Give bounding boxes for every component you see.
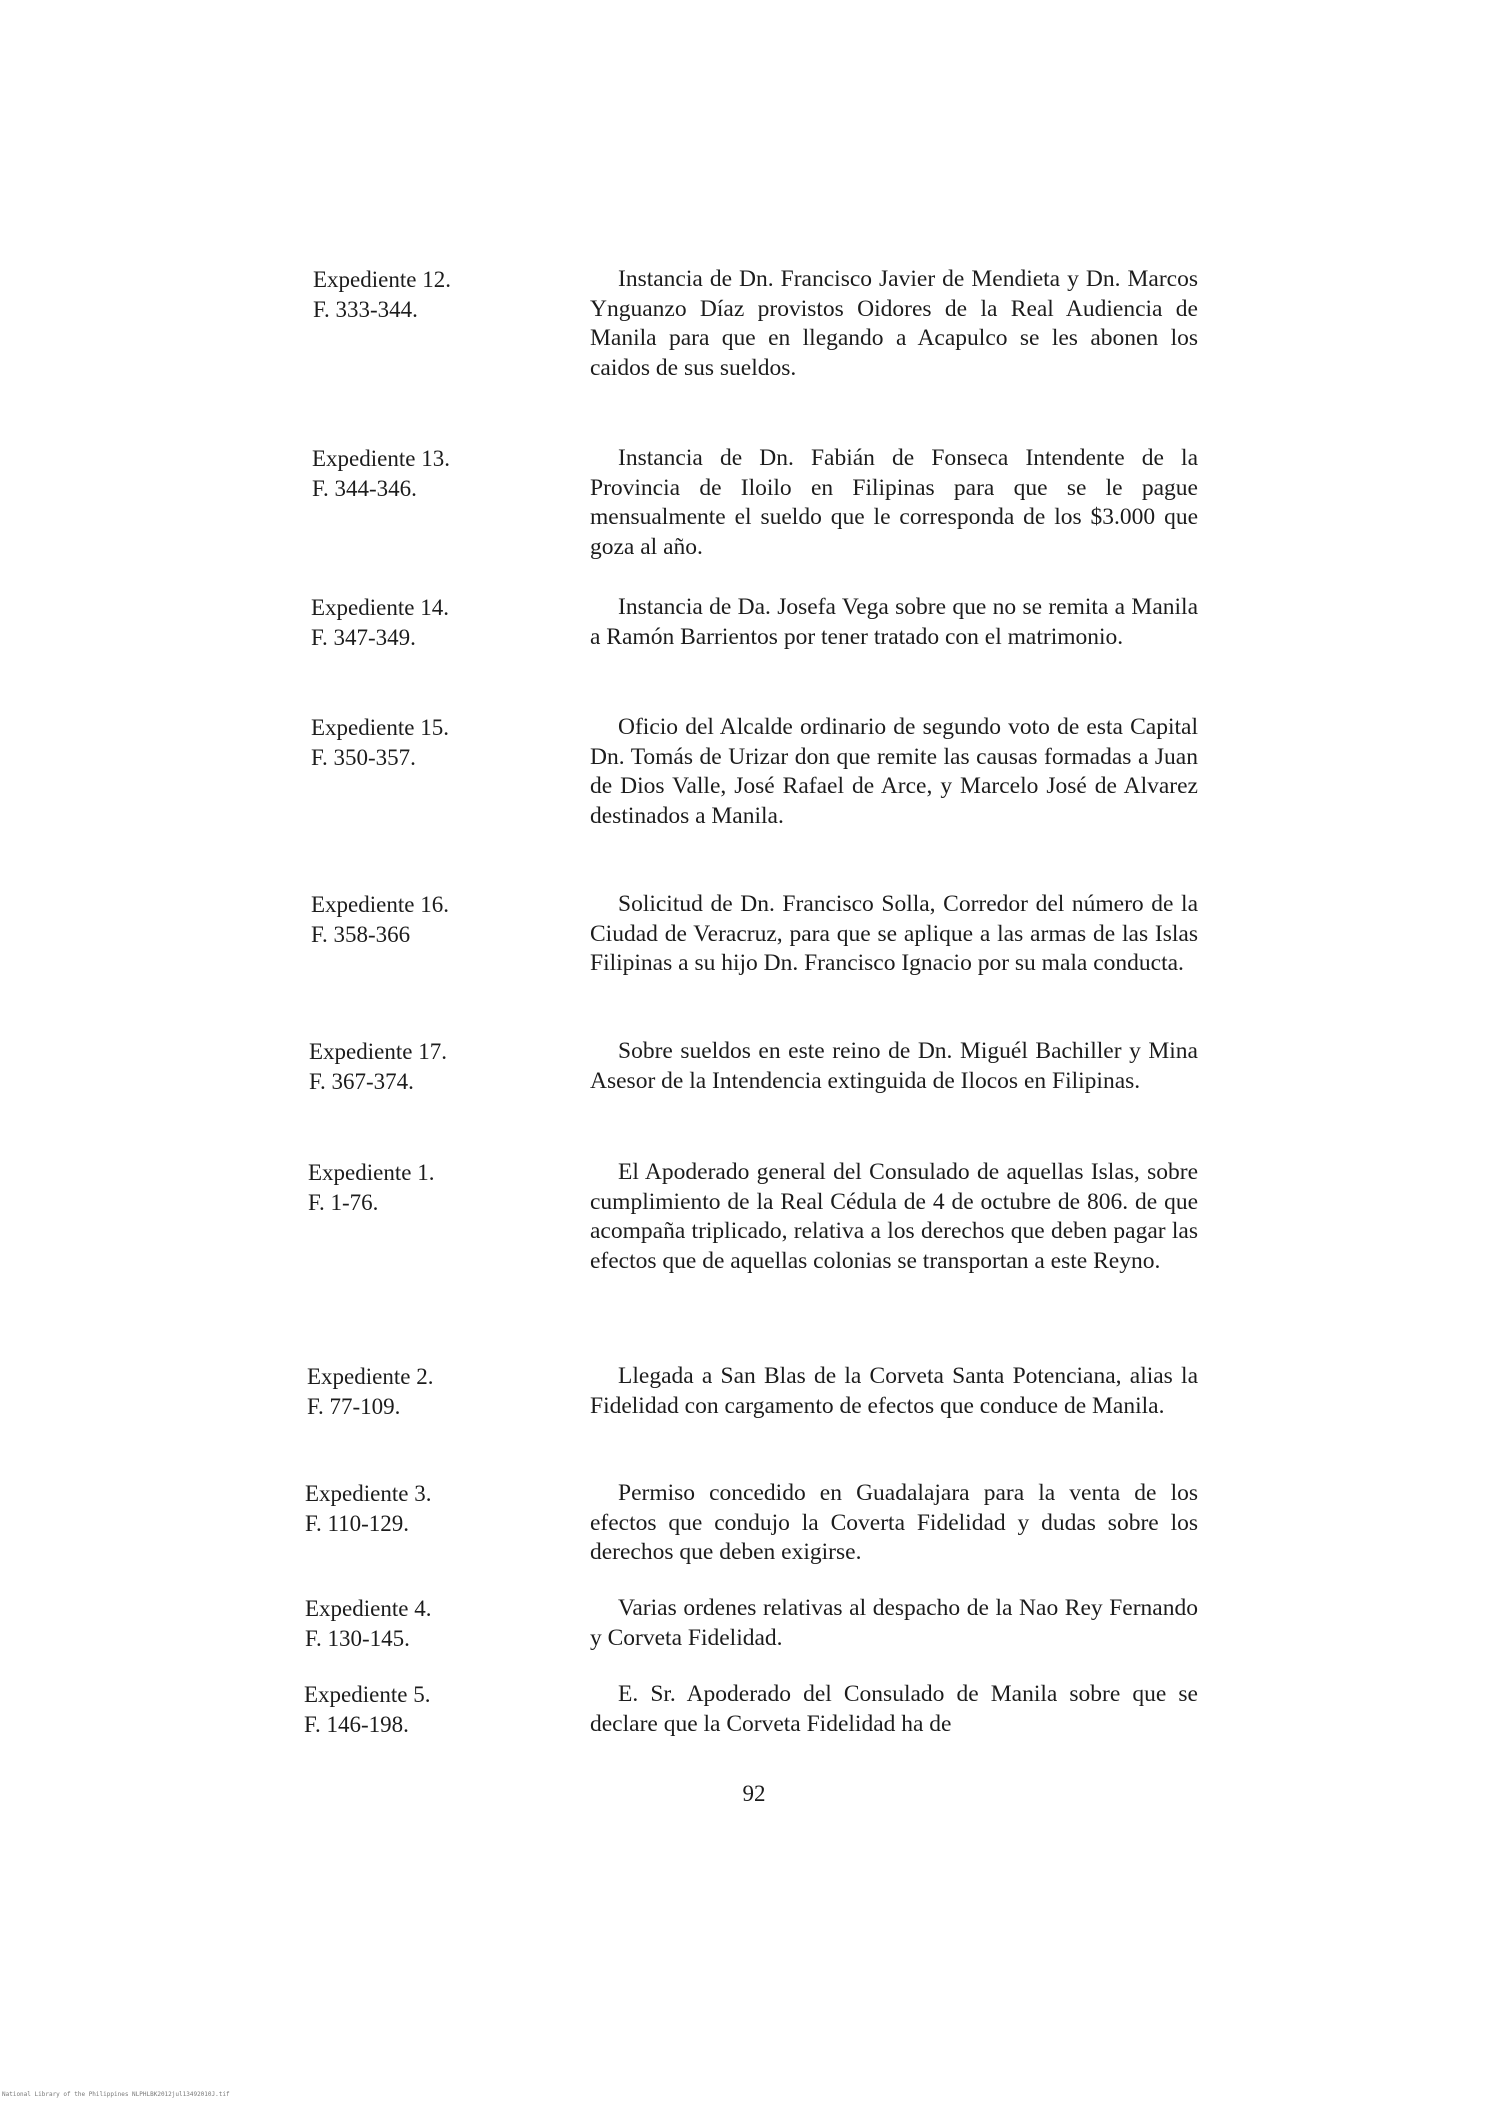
expediente-number: Expediente 12. xyxy=(313,267,451,292)
folio-range: F. 347-349. xyxy=(311,625,416,650)
expediente-number: Expediente 5. xyxy=(304,1682,431,1707)
folio-range: F. 333-344. xyxy=(313,297,418,322)
expediente-reference xyxy=(309,1037,509,1097)
expediente-reference xyxy=(305,1479,505,1539)
expediente-reference xyxy=(311,713,511,773)
folio-range: F. 110-129. xyxy=(305,1511,410,1536)
expediente-number: Expediente 2. xyxy=(307,1364,434,1389)
expediente-reference xyxy=(308,1158,508,1218)
folio-range: F. 350-357. xyxy=(311,745,416,770)
expediente-number: Expediente 1. xyxy=(308,1160,435,1185)
expediente-reference xyxy=(304,1680,504,1740)
expediente-description: Instancia de Dn. Fabián de Fonseca Intendente de la Provincia de Iloilo en Filipinas para que se le pague mensualmente el sueldo que le corresponda de los $3.000 que goza al año. xyxy=(590,445,1198,561)
expediente-reference xyxy=(312,444,512,504)
expediente-reference xyxy=(307,1362,507,1422)
expediente-number: Expediente 4. xyxy=(305,1596,432,1621)
expediente-reference xyxy=(311,593,511,653)
folio-range: F. 358-366 xyxy=(311,922,411,947)
expediente-reference xyxy=(313,265,513,325)
expediente-number: Expediente 15. xyxy=(311,715,449,740)
expediente-reference xyxy=(305,1594,505,1654)
expediente-number: Expediente 14. xyxy=(311,595,449,620)
expediente-description: Varias ordenes relativas al despacho de la Nao Rey Fernando y Corveta Fidelidad. xyxy=(590,1595,1198,1651)
folio-range: F. 344-346. xyxy=(312,476,417,501)
expediente-description: E. Sr. Apoderado del Consulado de Manila sobre que se declare que la Corveta Fidelidad ha de xyxy=(590,1681,1198,1737)
expediente-number: Expediente 16. xyxy=(311,892,449,917)
folio-range: F. 367-374. xyxy=(309,1069,414,1094)
expediente-number: Expediente 3. xyxy=(305,1481,432,1506)
folio-range: F. 77-109. xyxy=(307,1394,401,1419)
expediente-description: Solicitud de Dn. Francisco Solla, Corredor del número de la Ciudad de Veracruz, para que se aplique a las armas de las Islas Filipinas a su hijo Dn. Francisco Ignacio por su mala conducta. xyxy=(590,891,1198,977)
expediente-description: Sobre sueldos en este reino de Dn. Miguél Bachiller y Mina Asesor de la Intendencia extinguida de Ilocos en Filipinas. xyxy=(590,1038,1198,1094)
expediente-description: Instancia de Da. Josefa Vega sobre que no se remita a Manila a Ramón Barrientos por tener tratado con el matrimonio. xyxy=(590,594,1198,650)
expediente-number: Expediente 17. xyxy=(309,1039,447,1064)
expediente-reference xyxy=(311,890,511,950)
expediente-number: Expediente 13. xyxy=(312,446,450,471)
folio-range: F. 1-76. xyxy=(308,1190,379,1215)
folio-range: F. 146-198. xyxy=(304,1712,409,1737)
scan-footer: National Library of the Philippines NLPHLBK2012jul13492010J.tif xyxy=(2,2091,230,2098)
folio-range: F. 130-145. xyxy=(305,1626,410,1651)
expediente-description: Instancia de Dn. Francisco Javier de Mendieta y Dn. Marcos Ynguanzo Díaz provistos Oidores de la Real Audiencia de Manila para que en llegando a Acapulco se les abonen los caidos de sus sueldos. xyxy=(590,266,1198,382)
page-number: 92 xyxy=(742,1781,766,1806)
expediente-description: Permiso concedido en Guadalajara para la venta de los efectos que condujo la Coverta Fidelidad y dudas sobre los derechos que deben exigirse. xyxy=(590,1480,1198,1566)
expediente-description: Llegada a San Blas de la Corveta Santa Potenciana, alias la Fidelidad con cargamento de efectos que conduce de Manila. xyxy=(590,1363,1198,1419)
expediente-description: Oficio del Alcalde ordinario de segundo voto de esta Capital Dn. Tomás de Urizar don que remite las causas formadas a Juan de Dios Valle, José Rafael de Arce, y Marcelo José de Alvarez destinados a Manila. xyxy=(590,714,1198,830)
expediente-description: El Apoderado general del Consulado de aquellas Islas, sobre cumplimiento de la Real Cédula de 4 de octubre de 806. de que acompaña triplicado, relativa a los derechos que deben pagar las efectos que de aquellas colonias se transportan a este Reyno. xyxy=(590,1159,1198,1275)
